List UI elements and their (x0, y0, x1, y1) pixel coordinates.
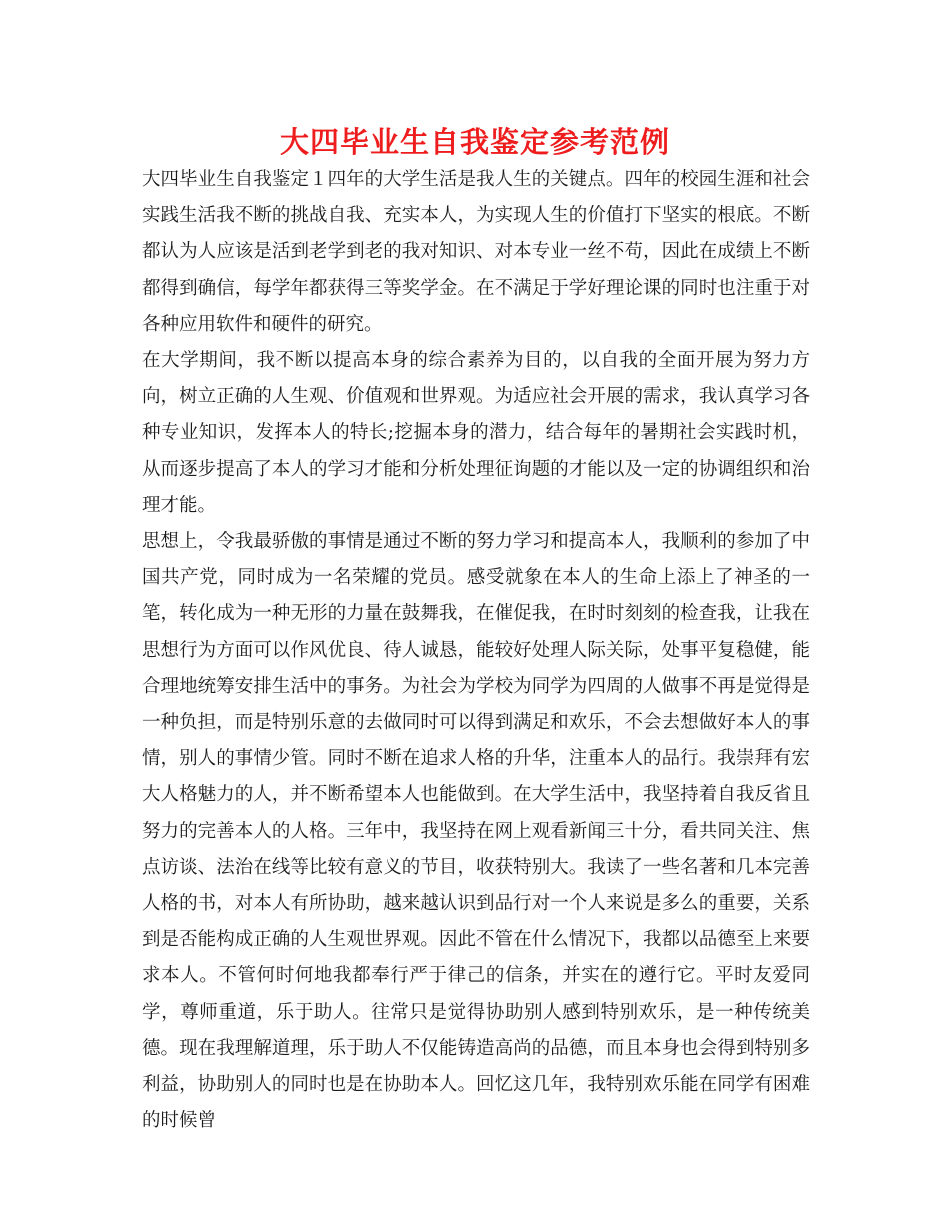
document-body (142, 162, 810, 1139)
document-title: 大四毕业生自我鉴定参考范例 (279, 125, 670, 159)
paragraph-intro: 大四毕业生自我鉴定１四年的大学生活是我人生的关键点。四年的校园生涯和社会实践生活我不断的挑战自我、充实本人，为实现人生的价值打下坚实的根底。不断都认为人应该是活到老学到老的我对知识、对本专业一丝不苟，因此在成绩上不断都得到确信，每学年都获得三等奖学金。在不满足于学好理论课的同时也注重于对各种应用软件和硬件的研究。 (142, 169, 810, 335)
paragraph-study: 在大学期间，我不断以提高本身的综合素养为目的，以自我的全面开展为努力方向，树立正确的人生观、价值观和世界观。为适应社会开展的需求，我认真学习各种专业知识，发挥本人的特长;挖掘本身的潜力，结合每年的暑期社会实践时机，从而逐步提高了本人的学习才能和分析处理征询题的才能以及一定的协调组织和治理才能。 (142, 350, 810, 516)
paragraph-ideology: 思想上，令我最骄傲的事情是通过不断的努力学习和提高本人，我顺利的参加了中国共产党，同时成为一名荣耀的党员。感受就象在本人的生命上添上了神圣的一笔，转化成为一种无形的力量在鼓舞我，在催促我，在时时刻刻的检查我，让我在思想行为方面可以作风优良、待人诚恳，能较好处理人际关际，处事平复稳健，能合理地统筹安排生活中的事务。为社会为学校为同学为四周的人做事不再是觉得是一种负担，而是特别乐意的去做同时可以得到满足和欢乐，不会去想做好本人的事情，别人的事情少管。同时不断在追求人格的升华，注重本人的品行。我崇拜有宏大人格魅力的人，并不断希望本人也能做到。在大学生活中，我坚持着自我反省且努力的完善本人的人格。三年中，我坚持在网上观看新闻三十分，看共同关注、焦点访谈、法治在线等比较有意义的节目，收获特别大。我读了一些名著和几本完善人格的书，对本人有所协助，越来越认识到品行对一个人来说是多么的重要，关系到是否能构成正确的人生观世界观。因此不管在什么情况下，我都以品德至上来要求本人。不管何时何地我都奉行严于律己的信条，并实在的遵行它。平时友爱同学，尊师重道，乐于助人。往常只是觉得协助别人感到特别欢乐，是一种传统美德。现在我理解道理，乐于助人不仅能铸造高尚的品德，而且本身也会得到特别多利益，协助别人的同时也是在协助本人。回忆这几年，我特别欢乐能在同学有困难的时候曾 (142, 531, 810, 1132)
